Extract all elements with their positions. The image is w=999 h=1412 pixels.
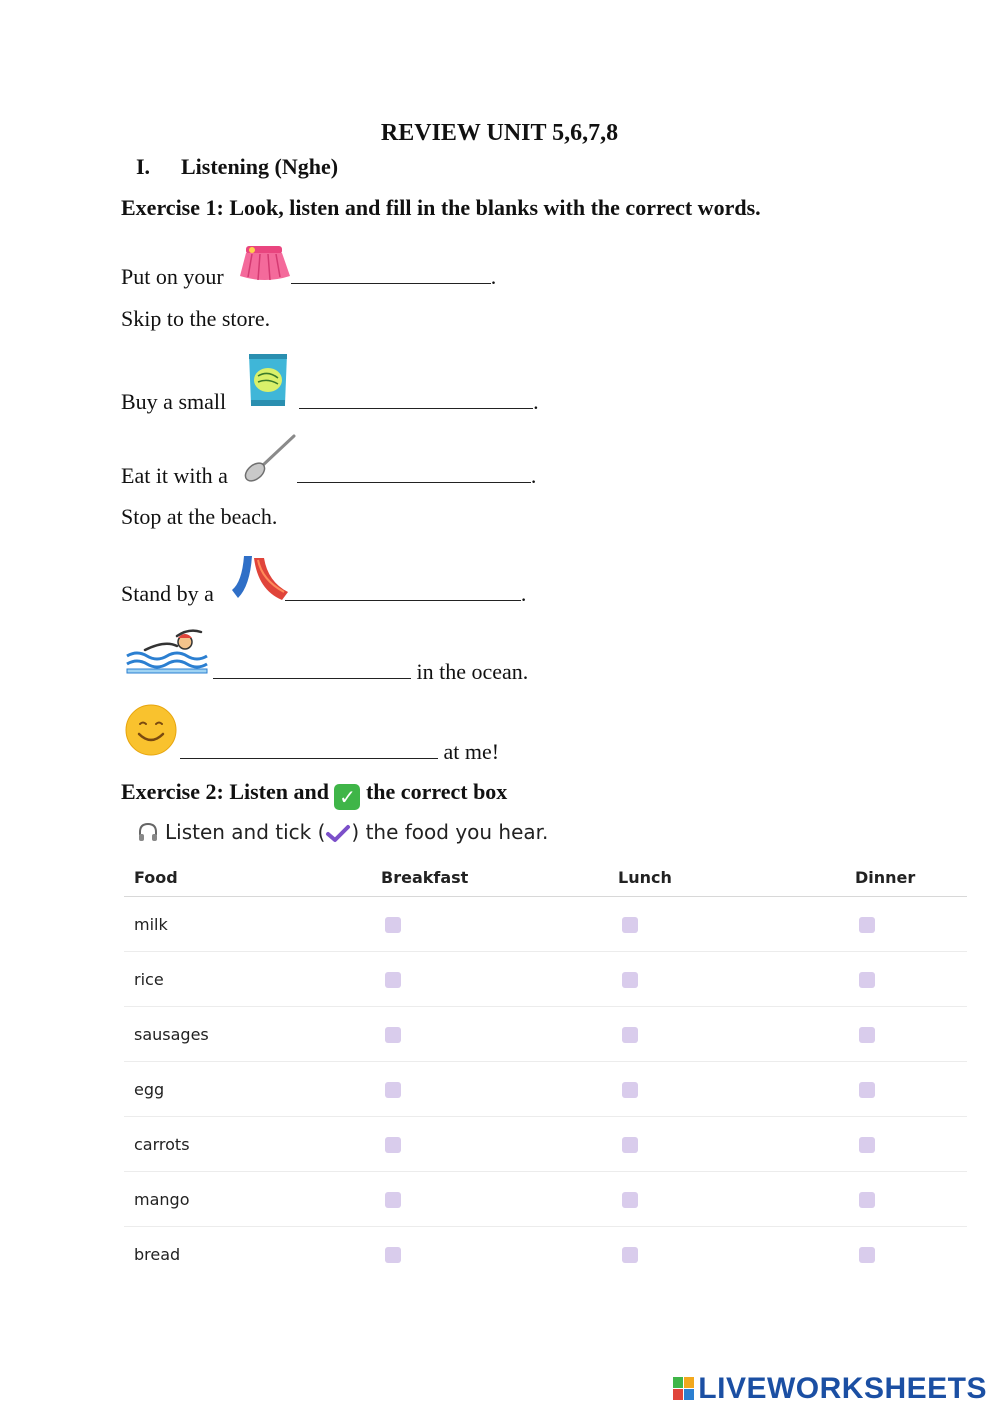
header-lunch: Lunch <box>608 858 845 897</box>
instruction-pre: Listen and tick ( <box>165 820 326 844</box>
spoon-icon <box>242 432 298 484</box>
line-punct: . <box>490 264 497 289</box>
tick-icon <box>325 823 351 843</box>
exercise2-instruction <box>137 820 548 844</box>
food-name: mango <box>124 1172 371 1227</box>
answer-blank-2[interactable] <box>299 390 533 409</box>
food-name: bread <box>134 1244 181 1264</box>
answer-blank-5[interactable] <box>213 660 411 679</box>
exercise2-heading <box>121 779 507 810</box>
exercise1-line-1 <box>121 264 496 290</box>
line-punct: . <box>530 463 537 488</box>
table-row <box>124 897 967 952</box>
lunch-checkbox[interactable] <box>622 1027 638 1043</box>
exercise1-line-4 <box>121 463 536 489</box>
lunch-checkbox[interactable] <box>622 1247 638 1263</box>
dinner-checkbox[interactable] <box>859 1192 875 1208</box>
table-row <box>124 1172 967 1227</box>
answer-blank-1[interactable] <box>291 265 491 284</box>
line-text: at me! <box>443 739 500 764</box>
slide-icon <box>228 552 290 602</box>
lunch-checkbox[interactable] <box>622 1082 638 1098</box>
dinner-checkbox[interactable] <box>859 1082 875 1098</box>
exercise1-line-5: Stop at the beach. <box>121 504 278 529</box>
table-row <box>124 1117 967 1172</box>
dinner-checkbox[interactable] <box>859 1247 875 1263</box>
line-text: Eat it with a <box>121 463 228 488</box>
table-row <box>124 952 967 1007</box>
table-row <box>124 1062 967 1117</box>
breakfast-checkbox[interactable] <box>385 1082 401 1098</box>
food-name: carrots <box>124 1117 371 1172</box>
exercise2-heading-pre: Exercise 2: Listen and <box>121 779 329 804</box>
food-name: milk <box>124 897 371 952</box>
brand-watermark[interactable] <box>673 1372 987 1406</box>
lunch-checkbox[interactable] <box>622 917 638 933</box>
dinner-checkbox[interactable] <box>859 917 875 933</box>
line-text: Put on your <box>121 264 224 289</box>
line-punct: . <box>533 389 539 414</box>
lunch-checkbox[interactable] <box>622 1137 638 1153</box>
dinner-checkbox[interactable] <box>859 1137 875 1153</box>
header-dinner: Dinner <box>845 858 967 897</box>
breakfast-checkbox[interactable] <box>385 972 401 988</box>
instruction-post: ) the food you hear. <box>351 820 549 844</box>
food-table <box>124 858 967 1281</box>
food-name: rice <box>124 952 371 1007</box>
exercise2-heading-post: the correct box <box>365 779 508 804</box>
exercise1-line-3 <box>121 389 539 415</box>
exercise1-line-7 <box>213 659 528 685</box>
exercise1-line-2: Skip to the store. <box>121 306 271 331</box>
lunch-checkbox[interactable] <box>622 972 638 988</box>
lunch-checkbox[interactable] <box>622 1192 638 1208</box>
answer-blank-3[interactable] <box>297 464 531 483</box>
exercise1-heading: Exercise 1: Look, listen and fill in the blanks with the correct words. <box>121 195 761 220</box>
food-name: egg <box>124 1062 371 1117</box>
line-punct: . <box>520 581 527 606</box>
swimmer-icon <box>125 626 209 676</box>
breakfast-checkbox[interactable] <box>385 1027 401 1043</box>
header-food: Food <box>124 858 371 897</box>
skirt-icon <box>238 242 292 284</box>
snack-bag-icon <box>246 350 290 408</box>
section-label: Listening (Nghe) <box>181 154 339 179</box>
line-text: in the ocean. <box>416 659 529 684</box>
table-row <box>124 1007 967 1062</box>
dinner-checkbox[interactable] <box>859 1027 875 1043</box>
food-name: sausages <box>124 1007 371 1062</box>
section-number: I. <box>136 154 151 179</box>
breakfast-checkbox[interactable] <box>385 1247 401 1263</box>
exercise1-line-8 <box>180 739 499 765</box>
breakfast-checkbox[interactable] <box>385 917 401 933</box>
smiley-icon <box>124 704 178 756</box>
line-text: Stand by a <box>121 581 214 606</box>
brand-name: LIVEWORKSHEETS <box>698 1372 987 1405</box>
breakfast-checkbox[interactable] <box>385 1137 401 1153</box>
section-heading <box>136 154 338 180</box>
page-title: REVIEW UNIT 5,6,7,8 <box>380 120 619 146</box>
answer-blank-6[interactable] <box>180 740 438 759</box>
breakfast-checkbox[interactable] <box>385 1192 401 1208</box>
line-text: Buy a small <box>121 389 227 414</box>
answer-blank-4[interactable] <box>285 582 521 601</box>
liveworksheets-logo-icon <box>673 1377 695 1401</box>
dinner-checkbox[interactable] <box>859 972 875 988</box>
exercise1-line-6 <box>121 581 526 607</box>
headphones-icon <box>137 821 159 843</box>
table-row <box>124 1227 967 1282</box>
header-breakfast: Breakfast <box>371 858 608 897</box>
table-header-row <box>124 858 967 897</box>
check-mark-icon: ✓ <box>334 784 360 810</box>
